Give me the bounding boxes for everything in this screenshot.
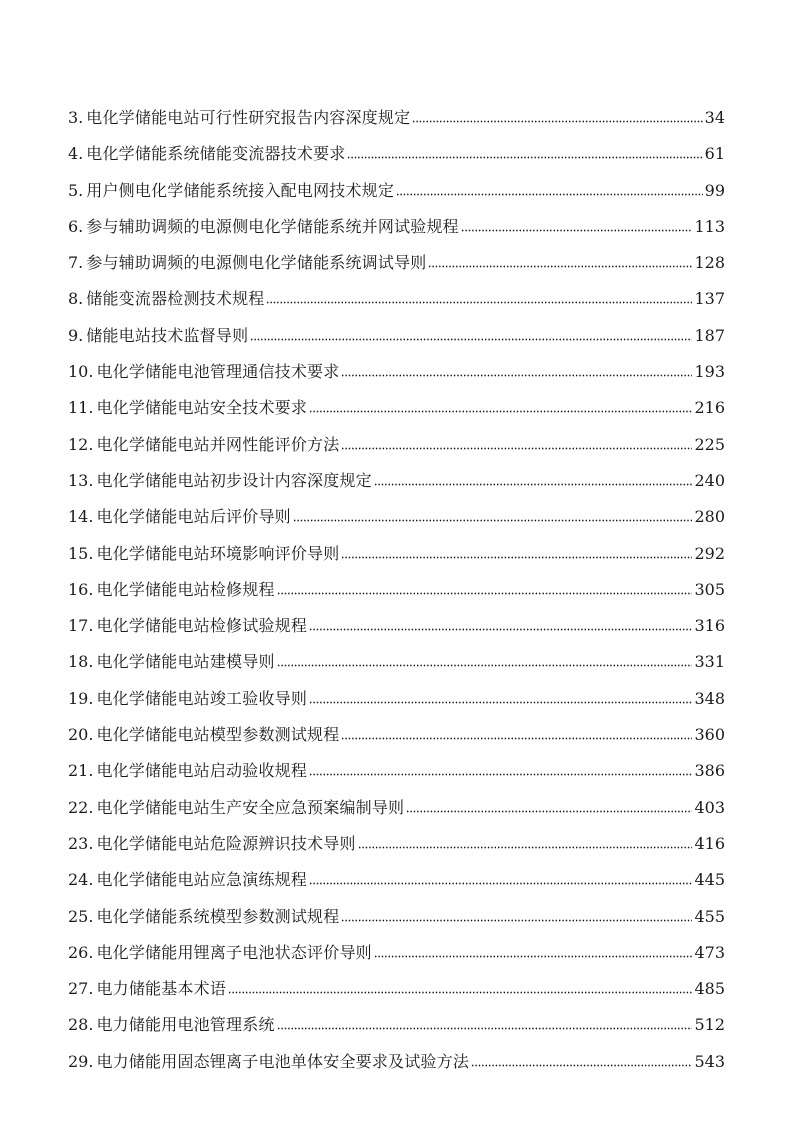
toc-entry [68, 790, 725, 826]
toc-entry-title: 电化学储能电站应急演练规程 [96, 870, 308, 890]
toc-entry [68, 245, 725, 281]
toc-entry-page-number: 445 [694, 870, 725, 890]
toc-entry-number: 9. [68, 325, 84, 345]
toc-entry-title: 电化学储能电站环境影响评价导则 [96, 543, 340, 563]
toc-entry-page-number: 543 [694, 1051, 725, 1071]
toc-entry-page-number: 360 [694, 725, 725, 745]
toc-entry-number: 15. [68, 543, 94, 563]
toc-dot-leader [309, 410, 692, 413]
toc-entry-number: 17. [68, 616, 94, 636]
toc-entry [68, 463, 725, 499]
toc-entry-page-number: 473 [694, 942, 725, 962]
toc-entry-title: 参与辅助调频的电源侧电化学储能系统并网试验规程 [86, 216, 459, 236]
toc-dot-leader [461, 229, 693, 232]
toc-entry-page-number: 187 [694, 325, 725, 345]
toc-dot-leader [471, 1064, 692, 1067]
toc-dot-leader [293, 519, 693, 522]
toc-entry-title: 参与辅助调频的电源侧电化学储能系统调试导则 [86, 253, 427, 273]
toc-entry [68, 644, 725, 680]
toc-entry-title: 电化学储能电站初步设计内容深度规定 [96, 470, 372, 490]
toc-entry-page-number: 292 [694, 543, 725, 563]
toc-entry-number: 19. [68, 688, 94, 708]
toc-entry-page-number: 455 [694, 906, 725, 926]
toc-entry-title: 电化学储能系统模型参数测试规程 [96, 906, 340, 926]
toc-entry-number: 21. [68, 761, 94, 781]
toc-entry-number: 22. [68, 797, 94, 817]
toc-entry-page-number: 485 [694, 979, 725, 999]
toc-entry [68, 1044, 725, 1080]
toc-dot-leader [374, 483, 693, 486]
toc-entry-number: 12. [68, 434, 94, 454]
toc-entry [68, 572, 725, 608]
toc-dot-leader [374, 955, 693, 958]
toc-entry-number: 23. [68, 833, 94, 853]
toc-dot-leader [358, 846, 693, 849]
toc-entry-title: 电化学储能电站并网性能评价方法 [96, 434, 340, 454]
toc-entry-page-number: 348 [694, 688, 725, 708]
toc-dot-leader [266, 301, 692, 304]
toc-dot-leader [277, 1027, 693, 1030]
toc-dot-leader [309, 773, 692, 776]
toc-entry-number: 7. [68, 253, 84, 273]
toc-entry-title: 电化学储能电站检修规程 [96, 579, 275, 599]
toc-entry-title: 电化学储能电站安全技术要求 [96, 398, 308, 418]
toc-entry-number: 3. [68, 108, 84, 127]
toc-entry [68, 209, 725, 245]
toc-entry-title: 电化学储能电池管理通信技术要求 [96, 362, 340, 382]
toc-dot-leader [412, 120, 702, 123]
toc-entry-page-number: 403 [694, 797, 725, 817]
toc-dot-leader [396, 193, 703, 196]
toc-entry-number: 4. [68, 144, 84, 164]
toc-entry-number: 20. [68, 725, 94, 745]
toc-entry [68, 100, 725, 136]
toc-entry-page-number: 99 [704, 180, 725, 200]
toc-entry-number: 18. [68, 652, 94, 672]
toc-dot-leader [309, 628, 692, 631]
toc-entry-number: 28. [68, 1015, 94, 1035]
toc-entry-number: 5. [68, 180, 84, 200]
toc-entry [68, 681, 725, 717]
toc-dot-leader [277, 592, 693, 595]
toc-entry-number: 11. [68, 398, 94, 418]
toc-entry-title: 电化学储能电站启动验收规程 [96, 761, 308, 781]
toc-entry-page-number: 61 [704, 144, 725, 164]
toc-entry-title: 电化学储能电站可行性研究报告内容深度规定 [86, 108, 411, 127]
toc-entry-title: 电化学储能电站后评价导则 [96, 507, 291, 527]
toc-entry-title: 电化学储能电站竣工验收导则 [96, 688, 308, 708]
toc-entry-page-number: 137 [694, 289, 725, 309]
toc-entry [68, 136, 725, 172]
toc-entry-page-number: 128 [694, 253, 725, 273]
toc-dot-leader [250, 338, 692, 341]
toc-dot-leader [341, 447, 692, 450]
toc-entry-number: 8. [68, 289, 84, 309]
toc-entry-page-number: 34 [704, 108, 725, 127]
toc-dot-leader [347, 156, 702, 159]
toc-entry [68, 318, 725, 354]
toc-entry [68, 1007, 725, 1043]
toc-entry-page-number: 193 [694, 362, 725, 382]
toc-entry-title: 电化学储能用锂离子电池状态评价导则 [96, 942, 372, 962]
toc-entry [68, 354, 725, 390]
toc-dot-leader [341, 556, 692, 559]
toc-entry-title: 用户侧电化学储能系统接入配电网技术规定 [86, 180, 395, 200]
toc-entry [68, 826, 725, 862]
toc-entry [68, 971, 725, 1007]
toc-entry-page-number: 280 [694, 507, 725, 527]
toc-entry [68, 536, 725, 572]
toc-entry-title: 电化学储能电站建模导则 [96, 652, 275, 672]
toc-entry [68, 608, 725, 644]
toc-dot-leader [309, 882, 692, 885]
toc-dot-leader [341, 919, 692, 922]
toc-entry-number: 13. [68, 470, 94, 490]
toc-entry [68, 499, 725, 535]
toc-entry-number: 10. [68, 362, 94, 382]
toc-entry-number: 16. [68, 579, 94, 599]
toc-entry-title: 电力储能基本术语 [96, 979, 227, 999]
toc-dot-leader [341, 737, 692, 740]
toc-entry-number: 27. [68, 979, 94, 999]
toc-entry-number: 25. [68, 906, 94, 926]
toc-entry [68, 717, 725, 753]
toc-dot-leader [428, 265, 692, 268]
toc-entry-page-number: 512 [694, 1015, 725, 1035]
toc-entry-title: 电化学储能电站危险源辨识技术导则 [96, 833, 356, 853]
toc-entry-page-number: 316 [694, 616, 725, 636]
toc-entry-page-number: 113 [694, 216, 725, 236]
toc-entry-title: 电化学储能电站模型参数测试规程 [96, 725, 340, 745]
toc-entry [68, 390, 725, 426]
toc-entry-page-number: 225 [694, 434, 725, 454]
toc-entry [68, 935, 725, 971]
toc-entry-page-number: 386 [694, 761, 725, 781]
toc-entry [68, 753, 725, 789]
table-of-contents [68, 100, 725, 1080]
toc-entry-title: 储能变流器检测技术规程 [86, 289, 265, 309]
toc-entry-title: 电化学储能电站生产安全应急预案编制导则 [96, 797, 405, 817]
toc-entry-title: 电力储能用固态锂离子电池单体安全要求及试验方法 [96, 1051, 470, 1071]
toc-entry-page-number: 416 [694, 833, 725, 853]
toc-entry-number: 6. [68, 216, 84, 236]
toc-entry-page-number: 305 [694, 579, 725, 599]
toc-entry [68, 281, 725, 317]
toc-entry-number: 29. [68, 1051, 94, 1071]
toc-dot-leader [341, 374, 692, 377]
toc-entry-page-number: 216 [694, 398, 725, 418]
toc-entry-number: 26. [68, 942, 94, 962]
toc-dot-leader [277, 664, 693, 667]
toc-dot-leader [406, 810, 692, 813]
toc-entry-title: 电化学储能电站检修试验规程 [96, 616, 308, 636]
toc-entry-title: 电力储能用电池管理系统 [96, 1015, 275, 1035]
toc-entry [68, 173, 725, 209]
toc-entry-page-number: 331 [694, 652, 725, 672]
toc-entry-page-number: 240 [694, 470, 725, 490]
toc-entry [68, 862, 725, 898]
toc-entry-title: 电化学储能系统储能变流器技术要求 [86, 144, 346, 164]
toc-entry-number: 14. [68, 507, 94, 527]
toc-entry-title: 储能电站技术监督导则 [86, 325, 249, 345]
toc-dot-leader [228, 991, 692, 994]
toc-dot-leader [309, 701, 692, 704]
toc-entry [68, 427, 725, 463]
toc-entry [68, 899, 725, 935]
toc-entry-number: 24. [68, 870, 94, 890]
